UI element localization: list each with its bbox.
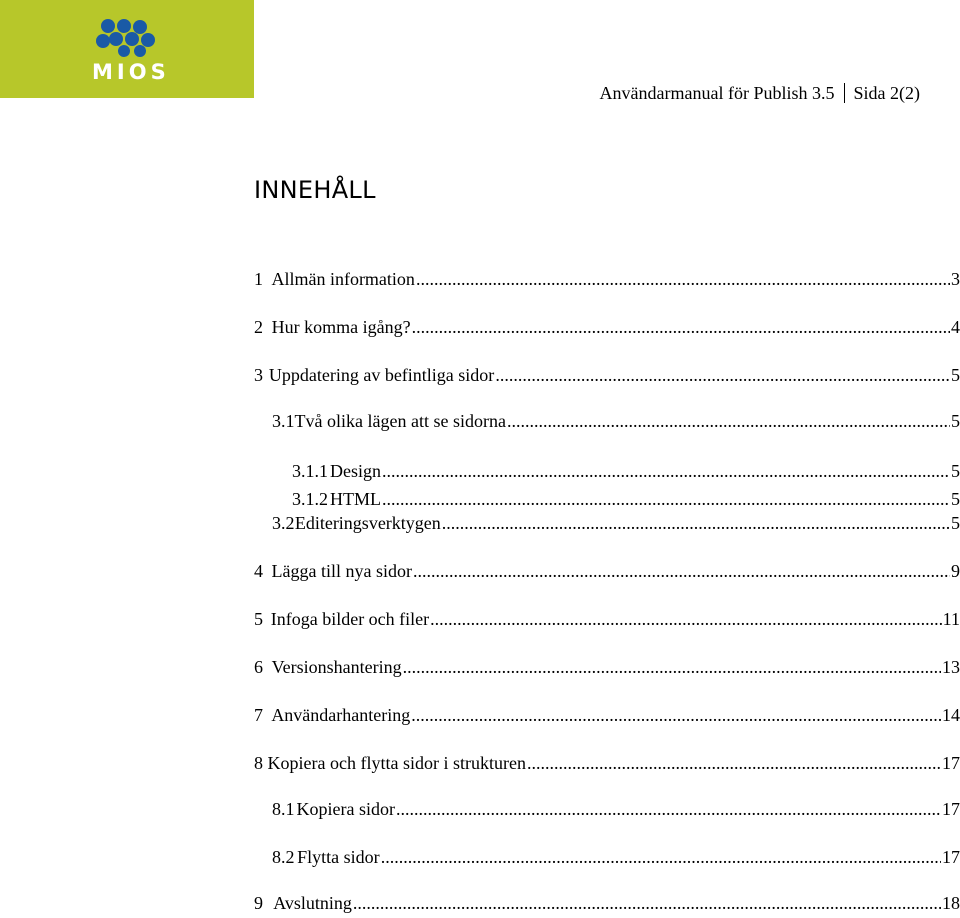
- toc-entry-page: 3: [951, 269, 960, 289]
- toc-entry-title: HTML: [330, 489, 382, 509]
- toc-entry-title: Kopiera sidor: [296, 799, 395, 819]
- toc-entry[interactable]: [254, 798, 960, 820]
- toc-dot-leader: [382, 488, 950, 510]
- toc-entry[interactable]: [254, 488, 960, 510]
- document-title: Användarmanual för Publish 3.5: [599, 83, 835, 103]
- toc-entry-number: 4: [254, 561, 263, 581]
- toc-entry-number: 8: [254, 753, 263, 773]
- mios-logo: [0, 0, 254, 98]
- toc-entry-title: Editeringsverktygen: [294, 513, 441, 533]
- toc-entry-title: Uppdatering av befintliga sidor: [268, 365, 495, 385]
- toc-entry-number: 6: [254, 657, 263, 677]
- toc-entry-title: Hur komma igång?: [271, 317, 411, 337]
- toc-entry-page: 9: [951, 561, 960, 581]
- toc-entry-page: 4: [951, 317, 960, 337]
- toc-dot-leader: [430, 608, 942, 630]
- toc-entry-number: 2: [254, 317, 263, 337]
- toc-entry[interactable]: [254, 704, 960, 726]
- toc-entry-number: 1: [254, 269, 263, 289]
- toc-dot-leader: [495, 364, 950, 386]
- page-number-label: Sida 2(2): [853, 83, 920, 103]
- table-of-contents: [254, 0, 960, 918]
- toc-entry-page: 13: [942, 657, 960, 677]
- toc-dot-leader: [411, 704, 941, 726]
- toc-entry-page: 18: [942, 893, 960, 913]
- toc-entry-number: 3.1.1: [292, 461, 328, 481]
- toc-entry-page: 17: [942, 799, 960, 819]
- toc-entry-title: Versionshantering: [271, 657, 402, 677]
- toc-dot-leader: [412, 316, 950, 338]
- mios-dots-logo-icon: [96, 18, 160, 58]
- toc-entry[interactable]: [254, 608, 960, 630]
- toc-entry-number: 3.2: [272, 513, 295, 533]
- toc-entry[interactable]: [254, 460, 960, 482]
- toc-entry-number: 8.2: [272, 847, 295, 867]
- toc-entry-title: Två olika lägen att se sidorna: [294, 411, 506, 431]
- toc-entry-page: 5: [951, 461, 960, 481]
- toc-entry-title: Avslutning: [273, 893, 352, 913]
- toc-entry-page: 5: [951, 513, 960, 533]
- toc-entry-title: Lägga till nya sidor: [271, 561, 413, 581]
- toc-entry-number: 5: [254, 609, 263, 629]
- toc-entry[interactable]: [254, 752, 960, 774]
- toc-entry-page: 5: [951, 365, 960, 385]
- toc-heading: INNEHÅLL: [254, 176, 376, 204]
- toc-dot-leader: [527, 752, 941, 774]
- toc-entry-page: 17: [942, 847, 960, 867]
- toc-entry-page: 11: [942, 609, 960, 629]
- logo-wordmark: MIOS: [92, 60, 170, 84]
- toc-entry-number: 9: [254, 893, 263, 913]
- toc-entry-page: 14: [942, 705, 960, 725]
- toc-dot-leader: [382, 460, 950, 482]
- toc-dot-leader: [507, 410, 950, 432]
- toc-entry-number: 3: [254, 365, 263, 385]
- toc-entry[interactable]: [254, 846, 960, 868]
- toc-entry[interactable]: [254, 656, 960, 678]
- toc-dot-leader: [442, 512, 950, 534]
- toc-entry-number: 3.1.2: [292, 489, 328, 509]
- toc-entry-title: Flytta sidor: [297, 847, 380, 867]
- toc-entry[interactable]: [254, 892, 960, 914]
- toc-dot-leader: [396, 798, 941, 820]
- toc-entry-title: Infoga bilder och filer: [270, 609, 430, 629]
- toc-entry-number: 8.1: [272, 799, 295, 819]
- toc-entry-page: 17: [942, 753, 960, 773]
- toc-dot-leader: [381, 846, 941, 868]
- toc-entry[interactable]: [254, 512, 960, 534]
- toc-dot-leader: [403, 656, 941, 678]
- toc-dot-leader: [353, 892, 941, 914]
- toc-entry[interactable]: [254, 560, 960, 582]
- toc-dot-leader: [416, 268, 950, 290]
- toc-entry-page: 5: [951, 489, 960, 509]
- toc-dot-leader: [413, 560, 950, 582]
- toc-entry[interactable]: [254, 364, 960, 386]
- toc-entry[interactable]: [254, 316, 960, 338]
- toc-entry[interactable]: [254, 410, 960, 432]
- toc-entry-title: Användarhantering: [271, 705, 411, 725]
- toc-entry-number: 7: [254, 705, 263, 725]
- toc-entry-title: Allmän information: [271, 269, 415, 289]
- toc-entry-title: Design: [330, 461, 382, 481]
- toc-entry[interactable]: [254, 268, 960, 290]
- toc-entry-page: 5: [951, 411, 960, 431]
- toc-entry-title: Kopiera och flytta sidor i strukturen: [267, 753, 526, 773]
- toc-entry-number: 3.1: [272, 411, 295, 431]
